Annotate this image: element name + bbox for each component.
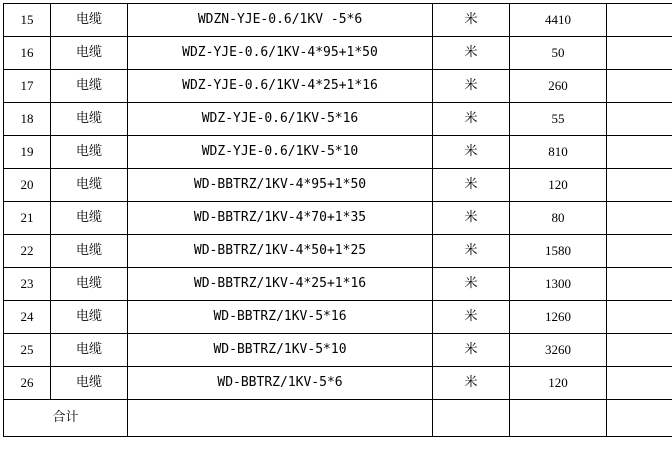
table-body bbox=[4, 4, 672, 437]
cell-name[interactable]: 电缆 bbox=[51, 136, 128, 169]
cell-qty[interactable]: 4410 bbox=[510, 4, 607, 37]
cell-index[interactable]: 16 bbox=[4, 37, 51, 70]
cell-spec[interactable]: WD-BBTRZ/1KV-4*50+1*25 bbox=[128, 235, 433, 268]
table-row[interactable] bbox=[4, 37, 672, 70]
cell-spec[interactable]: WD-BBTRZ/1KV-5*16 bbox=[128, 301, 433, 334]
cell-extra[interactable] bbox=[607, 202, 672, 235]
spreadsheet-sheet bbox=[0, 3, 672, 452]
table-row[interactable] bbox=[4, 268, 672, 301]
cell-name[interactable]: 电缆 bbox=[51, 169, 128, 202]
cell-unit[interactable]: 米 bbox=[433, 367, 510, 400]
cell-qty[interactable]: 1260 bbox=[510, 301, 607, 334]
cell-spec[interactable]: WD-BBTRZ/1KV-4*25+1*16 bbox=[128, 268, 433, 301]
cell-total-extra[interactable] bbox=[607, 400, 672, 437]
cell-index[interactable]: 22 bbox=[4, 235, 51, 268]
cell-index[interactable]: 23 bbox=[4, 268, 51, 301]
cell-extra[interactable] bbox=[607, 301, 672, 334]
cell-extra[interactable] bbox=[607, 334, 672, 367]
table-row[interactable] bbox=[4, 301, 672, 334]
cell-name[interactable]: 电缆 bbox=[51, 103, 128, 136]
table-row[interactable] bbox=[4, 169, 672, 202]
cell-name[interactable]: 电缆 bbox=[51, 37, 128, 70]
table-row[interactable] bbox=[4, 367, 672, 400]
cell-name[interactable]: 电缆 bbox=[51, 268, 128, 301]
cell-qty[interactable]: 1300 bbox=[510, 268, 607, 301]
cell-qty[interactable]: 810 bbox=[510, 136, 607, 169]
table-row[interactable] bbox=[4, 136, 672, 169]
cell-qty[interactable]: 120 bbox=[510, 169, 607, 202]
cell-extra[interactable] bbox=[607, 136, 672, 169]
cell-spec[interactable]: WD-BBTRZ/1KV-5*6 bbox=[128, 367, 433, 400]
cell-total-unit[interactable] bbox=[433, 400, 510, 437]
cell-spec[interactable]: WDZ-YJE-0.6/1KV-5*10 bbox=[128, 136, 433, 169]
cell-spec[interactable]: WD-BBTRZ/1KV-4*95+1*50 bbox=[128, 169, 433, 202]
cell-index[interactable]: 15 bbox=[4, 4, 51, 37]
cell-index[interactable]: 21 bbox=[4, 202, 51, 235]
table-row[interactable] bbox=[4, 202, 672, 235]
cell-index[interactable]: 19 bbox=[4, 136, 51, 169]
cell-spec[interactable]: WD-BBTRZ/1KV-5*10 bbox=[128, 334, 433, 367]
cell-index[interactable]: 17 bbox=[4, 70, 51, 103]
cell-index[interactable]: 20 bbox=[4, 169, 51, 202]
cell-unit[interactable]: 米 bbox=[433, 37, 510, 70]
cell-unit[interactable]: 米 bbox=[433, 4, 510, 37]
cell-unit[interactable]: 米 bbox=[433, 169, 510, 202]
cell-name[interactable]: 电缆 bbox=[51, 334, 128, 367]
cell-qty[interactable]: 260 bbox=[510, 70, 607, 103]
cell-name[interactable]: 电缆 bbox=[51, 235, 128, 268]
cell-name[interactable]: 电缆 bbox=[51, 301, 128, 334]
table-row[interactable] bbox=[4, 4, 672, 37]
cell-extra[interactable] bbox=[607, 4, 672, 37]
cell-spec[interactable]: WD-BBTRZ/1KV-4*70+1*35 bbox=[128, 202, 433, 235]
cell-qty[interactable]: 50 bbox=[510, 37, 607, 70]
cell-qty[interactable]: 1580 bbox=[510, 235, 607, 268]
cell-extra[interactable] bbox=[607, 70, 672, 103]
cell-index[interactable]: 26 bbox=[4, 367, 51, 400]
cell-total-spec[interactable] bbox=[128, 400, 433, 437]
cell-qty[interactable]: 55 bbox=[510, 103, 607, 136]
cell-name[interactable]: 电缆 bbox=[51, 4, 128, 37]
cell-total-label[interactable]: 合计 bbox=[4, 400, 128, 437]
cell-spec[interactable]: WDZ-YJE-0.6/1KV-4*25+1*16 bbox=[128, 70, 433, 103]
cell-qty[interactable]: 80 bbox=[510, 202, 607, 235]
table-row[interactable] bbox=[4, 103, 672, 136]
cell-spec[interactable]: WDZN-YJE-0.6/1KV -5*6 bbox=[128, 4, 433, 37]
cell-extra[interactable] bbox=[607, 268, 672, 301]
cell-qty[interactable]: 120 bbox=[510, 367, 607, 400]
cell-unit[interactable]: 米 bbox=[433, 235, 510, 268]
cell-unit[interactable]: 米 bbox=[433, 301, 510, 334]
cell-unit[interactable]: 米 bbox=[433, 136, 510, 169]
cell-index[interactable]: 18 bbox=[4, 103, 51, 136]
table-row[interactable] bbox=[4, 70, 672, 103]
cell-unit[interactable]: 米 bbox=[433, 334, 510, 367]
cell-name[interactable]: 电缆 bbox=[51, 202, 128, 235]
cell-name[interactable]: 电缆 bbox=[51, 367, 128, 400]
cell-unit[interactable]: 米 bbox=[433, 202, 510, 235]
cell-name[interactable]: 电缆 bbox=[51, 70, 128, 103]
cell-spec[interactable]: WDZ-YJE-0.6/1KV-4*95+1*50 bbox=[128, 37, 433, 70]
cell-spec[interactable]: WDZ-YJE-0.6/1KV-5*16 bbox=[128, 103, 433, 136]
cell-total-qty[interactable] bbox=[510, 400, 607, 437]
cell-extra[interactable] bbox=[607, 235, 672, 268]
materials-table bbox=[3, 3, 672, 437]
cell-qty[interactable]: 3260 bbox=[510, 334, 607, 367]
cell-extra[interactable] bbox=[607, 37, 672, 70]
cell-extra[interactable] bbox=[607, 367, 672, 400]
cell-unit[interactable]: 米 bbox=[433, 103, 510, 136]
cell-index[interactable]: 24 bbox=[4, 301, 51, 334]
table-row[interactable] bbox=[4, 334, 672, 367]
cell-unit[interactable]: 米 bbox=[433, 70, 510, 103]
table-row[interactable] bbox=[4, 235, 672, 268]
cell-extra[interactable] bbox=[607, 169, 672, 202]
table-total-row[interactable] bbox=[4, 400, 672, 437]
cell-index[interactable]: 25 bbox=[4, 334, 51, 367]
cell-unit[interactable]: 米 bbox=[433, 268, 510, 301]
cell-extra[interactable] bbox=[607, 103, 672, 136]
